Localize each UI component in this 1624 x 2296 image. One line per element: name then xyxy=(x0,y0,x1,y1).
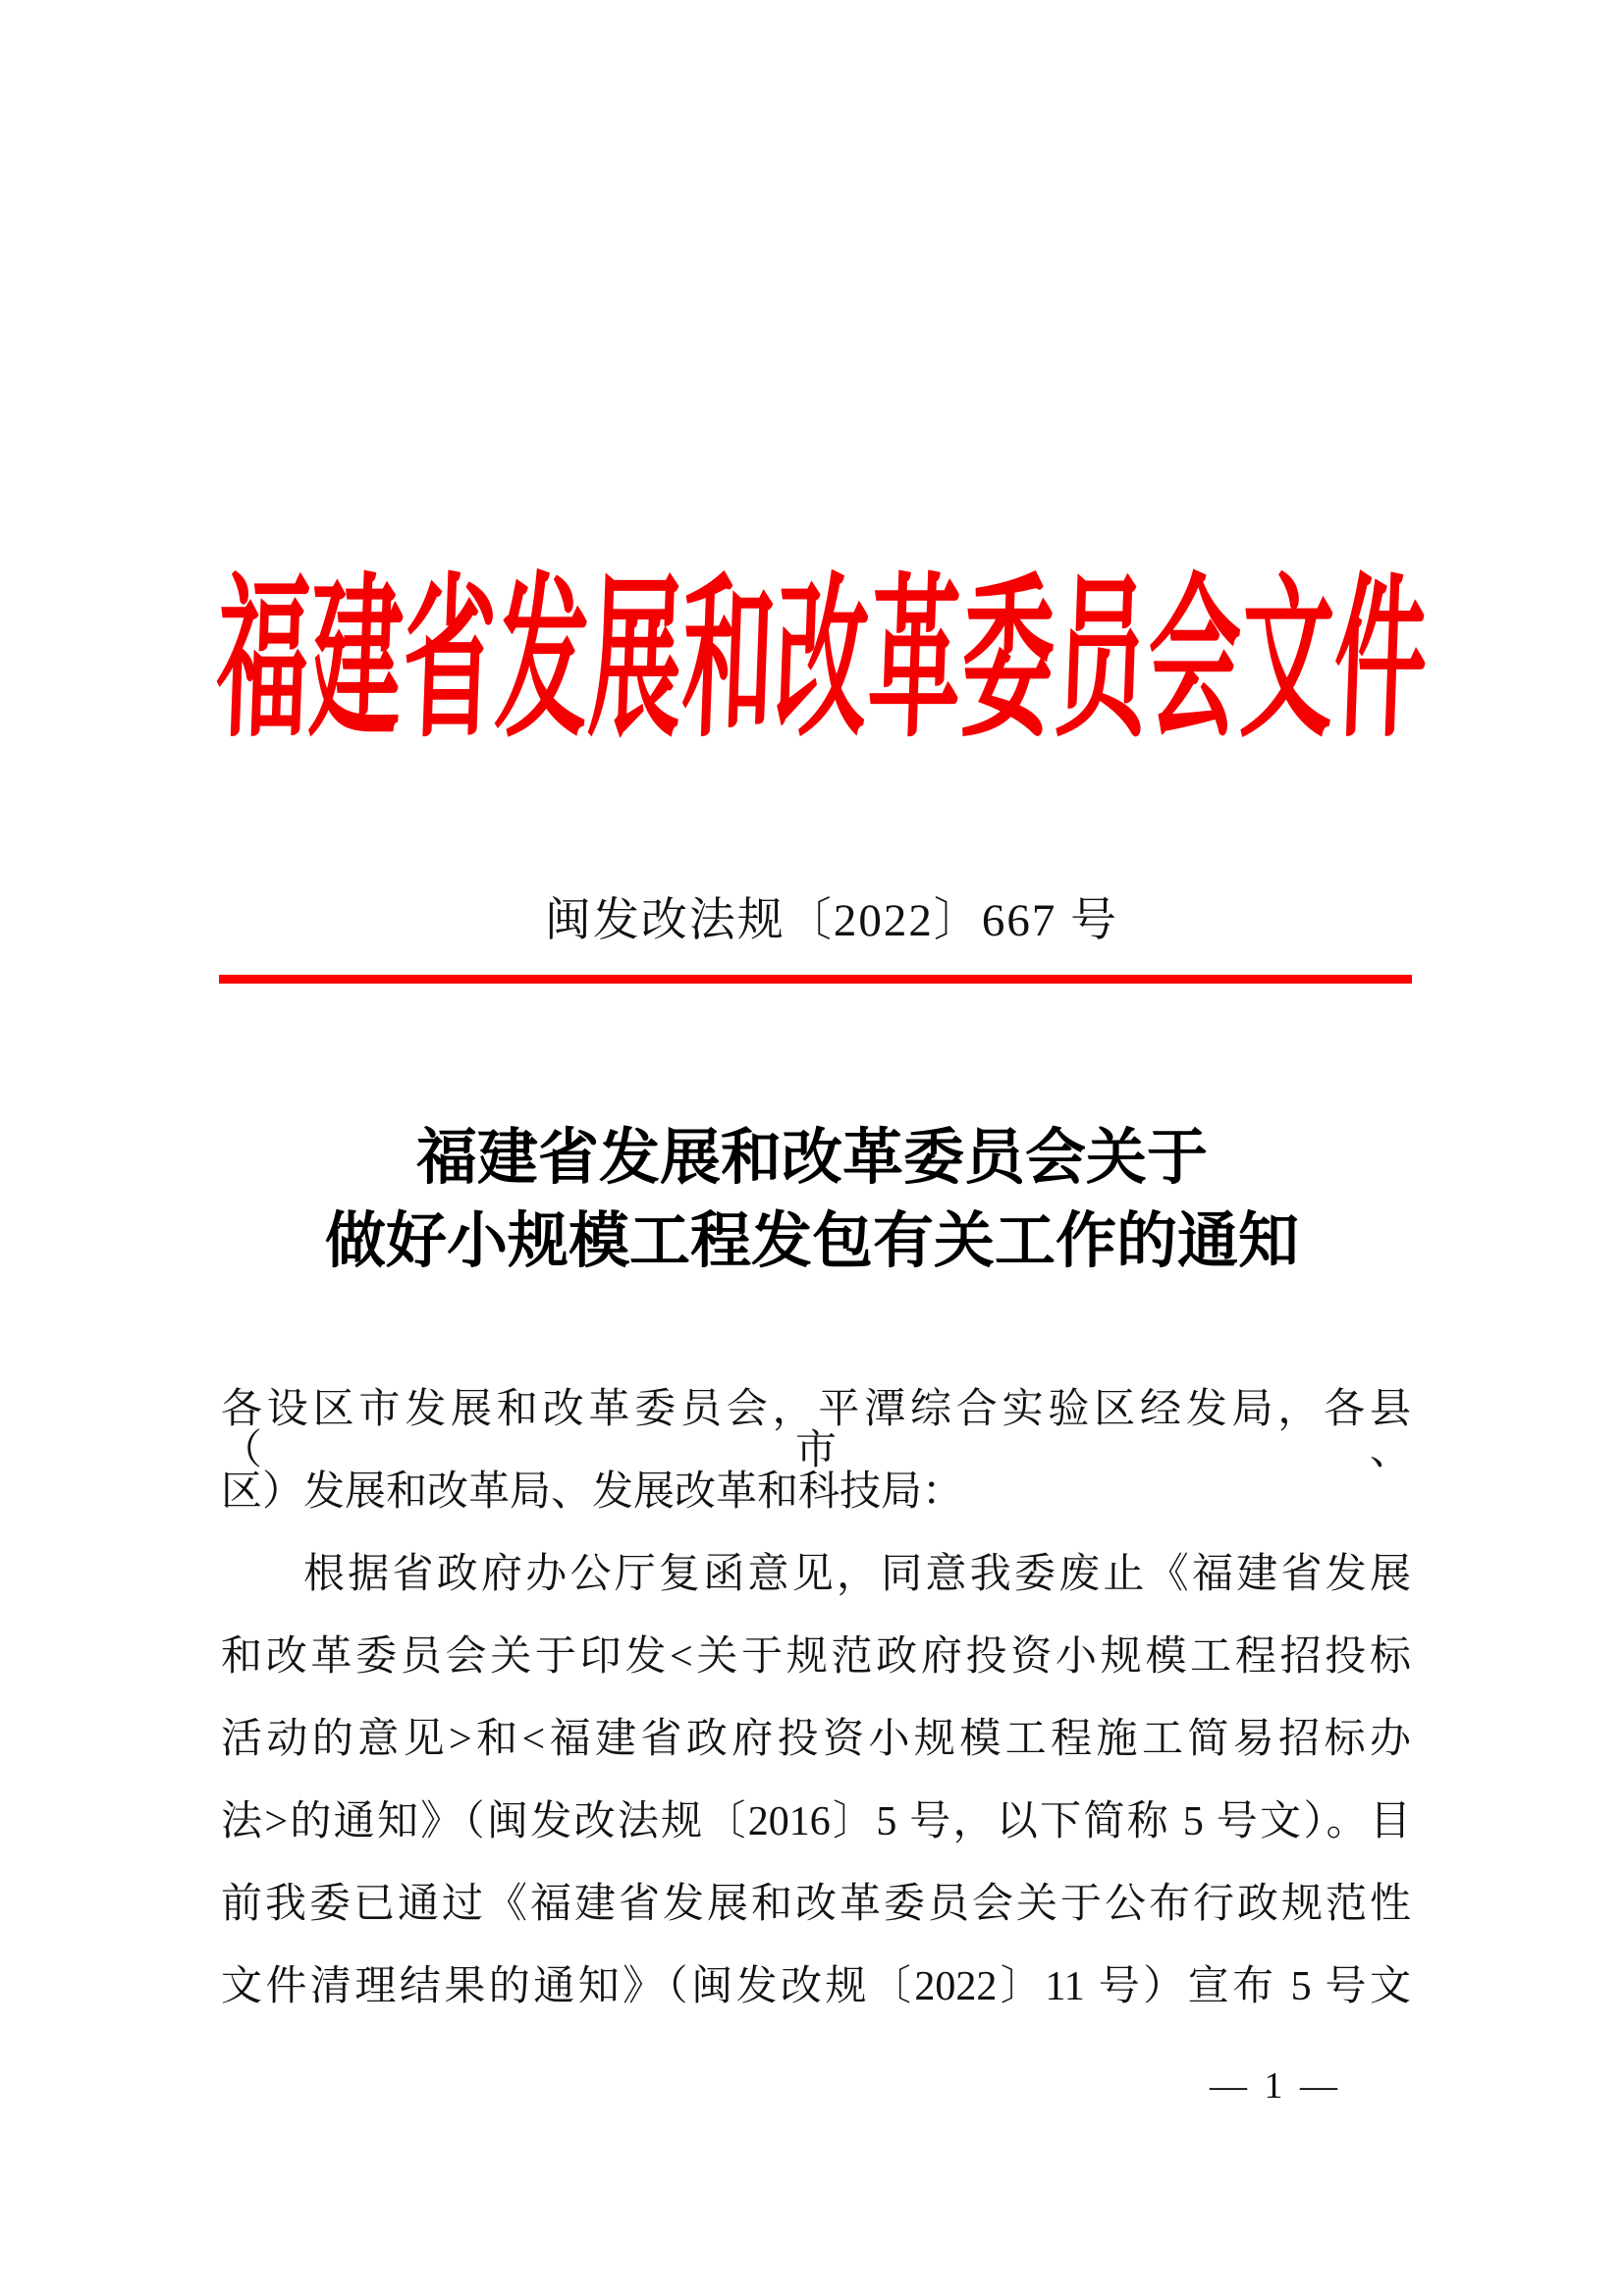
document-title-line-1: 福建省发展和改革委员会关于 xyxy=(415,1125,1208,1192)
red-divider-rule xyxy=(219,975,1412,984)
body-text-line: 区）发展和改革局、发展改革和科技局： xyxy=(221,1469,964,1515)
letterhead-banner: 福建省发展和改革委员会文件 xyxy=(213,564,1431,760)
body-text-line: 根据省政府办公厅复函意见，同意我委废止《福建省发展 xyxy=(303,1552,1411,1597)
body-text-line: 前我委已通过《福建省发展和改革委员会关于公布行政规范性 xyxy=(221,1882,1411,1927)
body-text-line: 活动的意见>和<福建省政府投资小规模工程施工简易招标办 xyxy=(221,1717,1411,1762)
body-text-line: 法>的通知》（闽发改法规〔2016〕5 号，以下简称 5 号文）。目 xyxy=(221,1799,1411,1844)
body-text-line: 文件清理结果的通知》（闽发改规〔2022〕11 号）宣布 5 号文 xyxy=(221,1964,1411,2009)
document-number: 闽发改法规〔2022〕667 号 xyxy=(544,895,1119,946)
body-text-line: 各设区市发展和改革委员会，平潭综合实验区经发局，各县（市、 xyxy=(221,1387,1411,1473)
page-number: — 1 — xyxy=(1210,2065,1341,2107)
document-title-line-2: 做好小规模工程发包有关工作的通知 xyxy=(324,1208,1299,1275)
body-text-line: 和改革委员会关于印发<关于规范政府投资小规模工程招投标 xyxy=(221,1634,1411,1680)
